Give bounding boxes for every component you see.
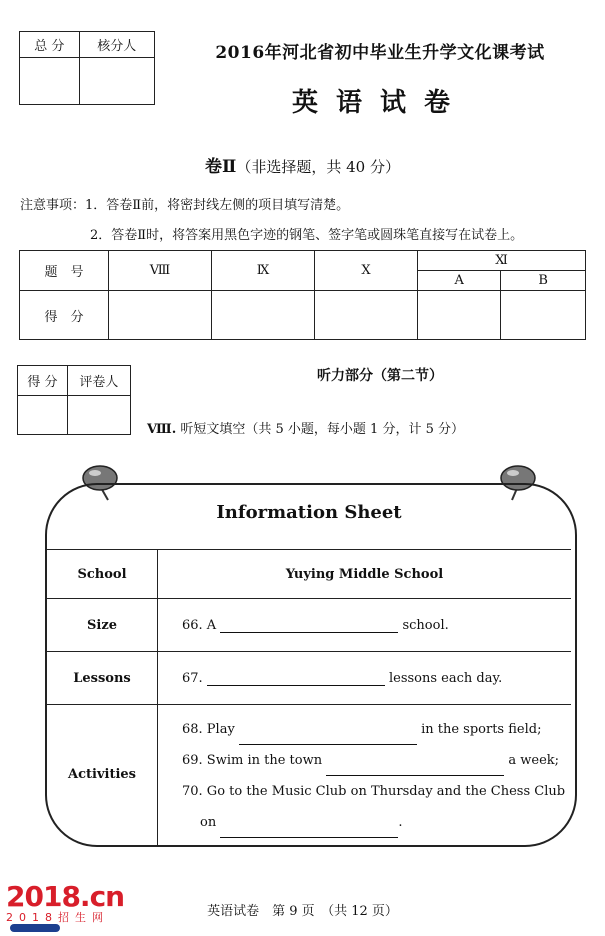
note-line-1: 注意事项：1．答卷Ⅱ前，将密封线左侧的项目填写清楚。 bbox=[20, 198, 350, 213]
q69-line bbox=[182, 745, 570, 776]
total-score-cell[interactable] bbox=[20, 58, 80, 105]
row-label-number: 题 号 bbox=[20, 251, 109, 291]
section-numeral: Ⅷ. bbox=[147, 422, 177, 437]
col-header-11a: A bbox=[418, 271, 501, 291]
grader-box bbox=[17, 365, 131, 435]
q70-blank[interactable] bbox=[220, 817, 398, 838]
q69-prefix: 69. Swim in the town bbox=[182, 753, 323, 769]
exam-title: 2016年河北省初中毕业生升学文化课考试 bbox=[215, 43, 545, 63]
section-instruction: 听短文填空（共 5 小题，每小题 1 分，计 5 分） bbox=[180, 422, 464, 437]
total-score-box bbox=[19, 31, 155, 105]
score-cell-11a[interactable] bbox=[418, 291, 501, 340]
score-cell-9[interactable] bbox=[212, 291, 315, 340]
watermark-small-text: 2018招生网 bbox=[6, 911, 109, 924]
q68-line bbox=[182, 714, 570, 745]
grader-score-cell[interactable] bbox=[18, 396, 68, 435]
section-heading bbox=[147, 418, 464, 437]
q67-suffix: lessons each day. bbox=[388, 670, 503, 686]
watermark-big-text: 2018.cn bbox=[6, 880, 125, 913]
exam-subject: 英语试卷 bbox=[291, 88, 468, 118]
col-header-8: Ⅷ bbox=[109, 251, 212, 291]
col-header-9: Ⅸ bbox=[212, 251, 315, 291]
score-cell-11b[interactable] bbox=[501, 291, 586, 340]
q67-prefix: 67. bbox=[182, 670, 203, 686]
school-label: School bbox=[47, 550, 158, 599]
grader-score-label: 得 分 bbox=[18, 366, 68, 396]
q66-suffix: school. bbox=[402, 617, 449, 633]
size-label: Size bbox=[47, 599, 158, 652]
lessons-label: Lessons bbox=[47, 652, 158, 705]
q69-blank[interactable] bbox=[326, 755, 504, 776]
checker-cell[interactable] bbox=[79, 58, 154, 105]
info-sheet-title: Information Sheet bbox=[216, 502, 402, 523]
grader-cell[interactable] bbox=[67, 396, 130, 435]
paper-title bbox=[0, 152, 605, 177]
col-header-11b: B bbox=[501, 271, 586, 291]
score-cell-10[interactable] bbox=[315, 291, 418, 340]
q70-line-2 bbox=[182, 807, 570, 838]
table-row bbox=[47, 599, 571, 652]
paper-desc: （非选择题，共 40 分） bbox=[236, 158, 400, 176]
score-cell-8[interactable] bbox=[109, 291, 212, 340]
lessons-value bbox=[158, 652, 572, 705]
paper-name: 卷Ⅱ bbox=[205, 157, 237, 177]
q69-suffix: a week; bbox=[508, 753, 560, 769]
watermark-logo bbox=[6, 882, 124, 924]
col-header-10: Ⅹ bbox=[315, 251, 418, 291]
q67-blank[interactable] bbox=[207, 685, 385, 686]
table-row bbox=[47, 705, 571, 845]
total-score-label: 总 分 bbox=[20, 32, 80, 58]
row-label-score: 得 分 bbox=[20, 291, 109, 340]
school-value: Yuying Middle School bbox=[158, 550, 572, 599]
grader-label: 评卷人 bbox=[67, 366, 130, 396]
page-footer: 英语试卷 第 9 页 （共 12 页） bbox=[207, 904, 398, 919]
col-header-11: Ⅺ bbox=[418, 251, 586, 271]
listening-title: 听力部分（第二节） bbox=[317, 368, 443, 384]
q68-prefix: 68. Play bbox=[182, 722, 235, 738]
activities-value bbox=[158, 705, 572, 845]
table-row bbox=[47, 652, 571, 705]
watermark-swoosh-icon bbox=[10, 924, 60, 932]
q70-on: on bbox=[200, 815, 217, 831]
q70-line: 70. Go to the Music Club on Thursday and the Chess Club bbox=[182, 784, 566, 800]
q66-blank[interactable] bbox=[220, 632, 398, 633]
q68-suffix: in the sports field; bbox=[421, 722, 542, 738]
table-row bbox=[47, 550, 571, 599]
q68-blank[interactable] bbox=[239, 724, 417, 745]
info-sheet-table bbox=[47, 549, 571, 845]
question-score-table bbox=[19, 250, 586, 340]
size-value bbox=[158, 599, 572, 652]
q70-end: . bbox=[398, 815, 403, 831]
q66-prefix: 66. A bbox=[182, 617, 217, 633]
activities-label: Activities bbox=[47, 705, 158, 845]
note-line-2: 2．答卷Ⅱ时，将答案用黑色字迹的钢笔、签字笔或圆珠笔直接写在试卷上。 bbox=[90, 228, 524, 243]
checker-label: 核分人 bbox=[79, 32, 154, 58]
